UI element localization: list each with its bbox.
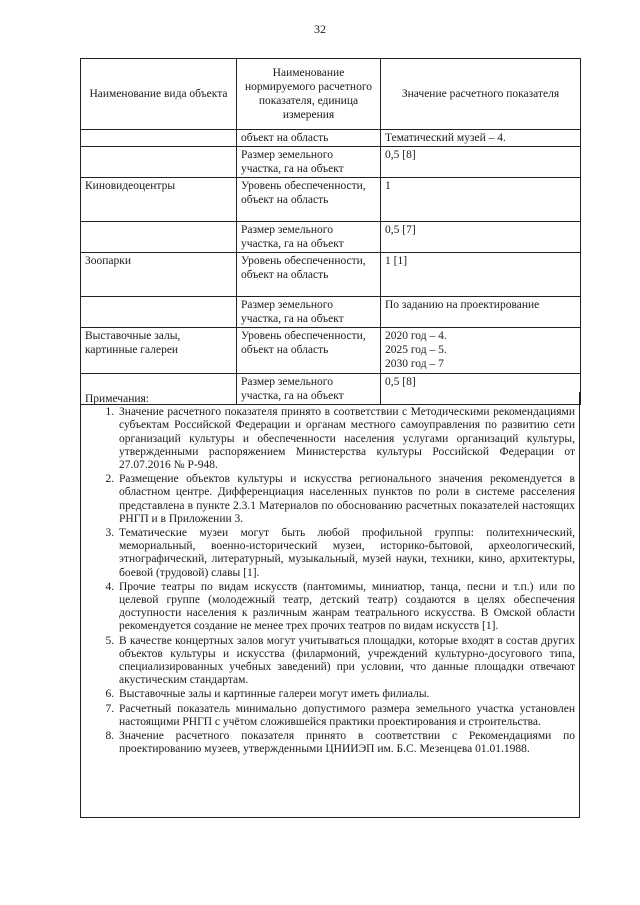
notes-list [85,406,575,756]
header-indicator: Наименование нормируемого расчетного показателя, единица измерения [237,59,381,130]
indicator-cell: объект на область [237,130,381,147]
object-cell: Выставочные залы, картинные галереи [81,328,237,374]
object-cell: Киновидеоцентры [81,178,237,222]
object-cell [81,297,237,328]
table-row [81,130,581,147]
table-row [81,297,581,328]
notes-title: Примечания: [85,393,149,405]
note-item: 2. Размещение объектов культуры и искусства регионального значения рекомендуется в областном центре. Дифференциация населенных пунктов по роли в системе расселения представлена в пункте 2.3.1 Материалов по обоснованию расчетных показателей настоящих РНГП и в Приложении 3. [117,473,575,526]
value-cell: 0,5 [8] [381,374,581,405]
value-cell: 1 [1] [381,253,581,297]
note-item: 6. Выставочные залы и картинные галереи могут иметь филиалы. [117,688,575,701]
note-item: 1. Значение расчетного показателя принято в соответствии с Методическими рекомендациями субъектам Российской Федерации и органам местного самоуправления по развитию сети организаций культуры и обеспеченности населения услугами организаций культуры, утвержденными распоряжением Министерства культуры Российской Федерации от 27.07.2016 № Р-948. [117,406,575,472]
table-row [81,147,581,178]
value-cell: 1 [381,178,581,222]
table-row [81,253,581,297]
value-cell: 2020 год – 4. 2025 год – 5. 2030 год – 7 [381,328,581,374]
value-cell: 0,5 [8] [381,147,581,178]
table-row [81,222,581,253]
indicator-cell: Размер земельного участка, га на объект [237,297,381,328]
object-cell [81,130,237,147]
indicator-cell: Уровень обеспеченности, объект на область [237,328,381,374]
note-item: 5. В качестве концертных залов могут учитываться площадки, которые входят в состав других объектов культуры и искусства (филармоний, учреждений культурно-досугового типа, специализированных учебных заведений) при условии, что данные площадки отвечают акустическим стандартам. [117,635,575,688]
table-row [81,328,581,374]
norms-table [80,58,581,405]
value-cell: Тематический музей – 4. [381,130,581,147]
object-cell: Зоопарки [81,253,237,297]
note-item: 7. Расчетный показатель минимально допустимого размера земельного участка установлен настоящими РНГП с учётом сложившейся практики проектирования и строительства. [117,703,575,729]
object-cell [81,147,237,178]
indicator-cell: Размер земельного участка, га на объект [237,374,381,405]
indicator-cell: Уровень обеспеченности, объект на область [237,178,381,222]
table-header-row [81,59,581,130]
header-object-type: Наименование вида объекта [81,59,237,130]
value-cell: По заданию на проектирование [381,297,581,328]
page-number: 32 [314,22,326,36]
table-row [81,178,581,222]
indicator-cell: Уровень обеспеченности, объект на область [237,253,381,297]
indicator-cell: Размер земельного участка, га на объект [237,222,381,253]
note-item: 3. Тематические музеи могут быть любой профильной группы: политехнический, мемориальный, военно-исторический музеи, историко-бытовой, археологический, этнографический, литературный, музыкальный, музей науки, техники, кино, архитектуры, боевой (трудовой) славы [1]. [117,527,575,580]
header-value: Значение расчетного показателя [381,59,581,130]
indicator-cell: Размер земельного участка, га на объект [237,147,381,178]
note-item: 4. Прочие театры по видам искусств (пантомимы, миниатюр, танца, песни и т.п.) или по целевой группе (молодежный театр, детский театр) создаются в целях обеспечения доступности населения к различным жанрам театрального искусства. В Омской области рекомендуется создание не менее трех прочих театров по видам искусств [1]. [117,581,575,634]
note-item: 8. Значение расчетного показателя принято в соответствии с Рекомендациями по проектированию музеев, утвержденными ЦНИИЭП им. Б.С. Мезенцева 01.01.1988. [117,730,575,756]
object-cell [81,222,237,253]
norms-table-container [80,58,580,405]
notes-section [80,392,580,818]
value-cell: 0,5 [7] [381,222,581,253]
